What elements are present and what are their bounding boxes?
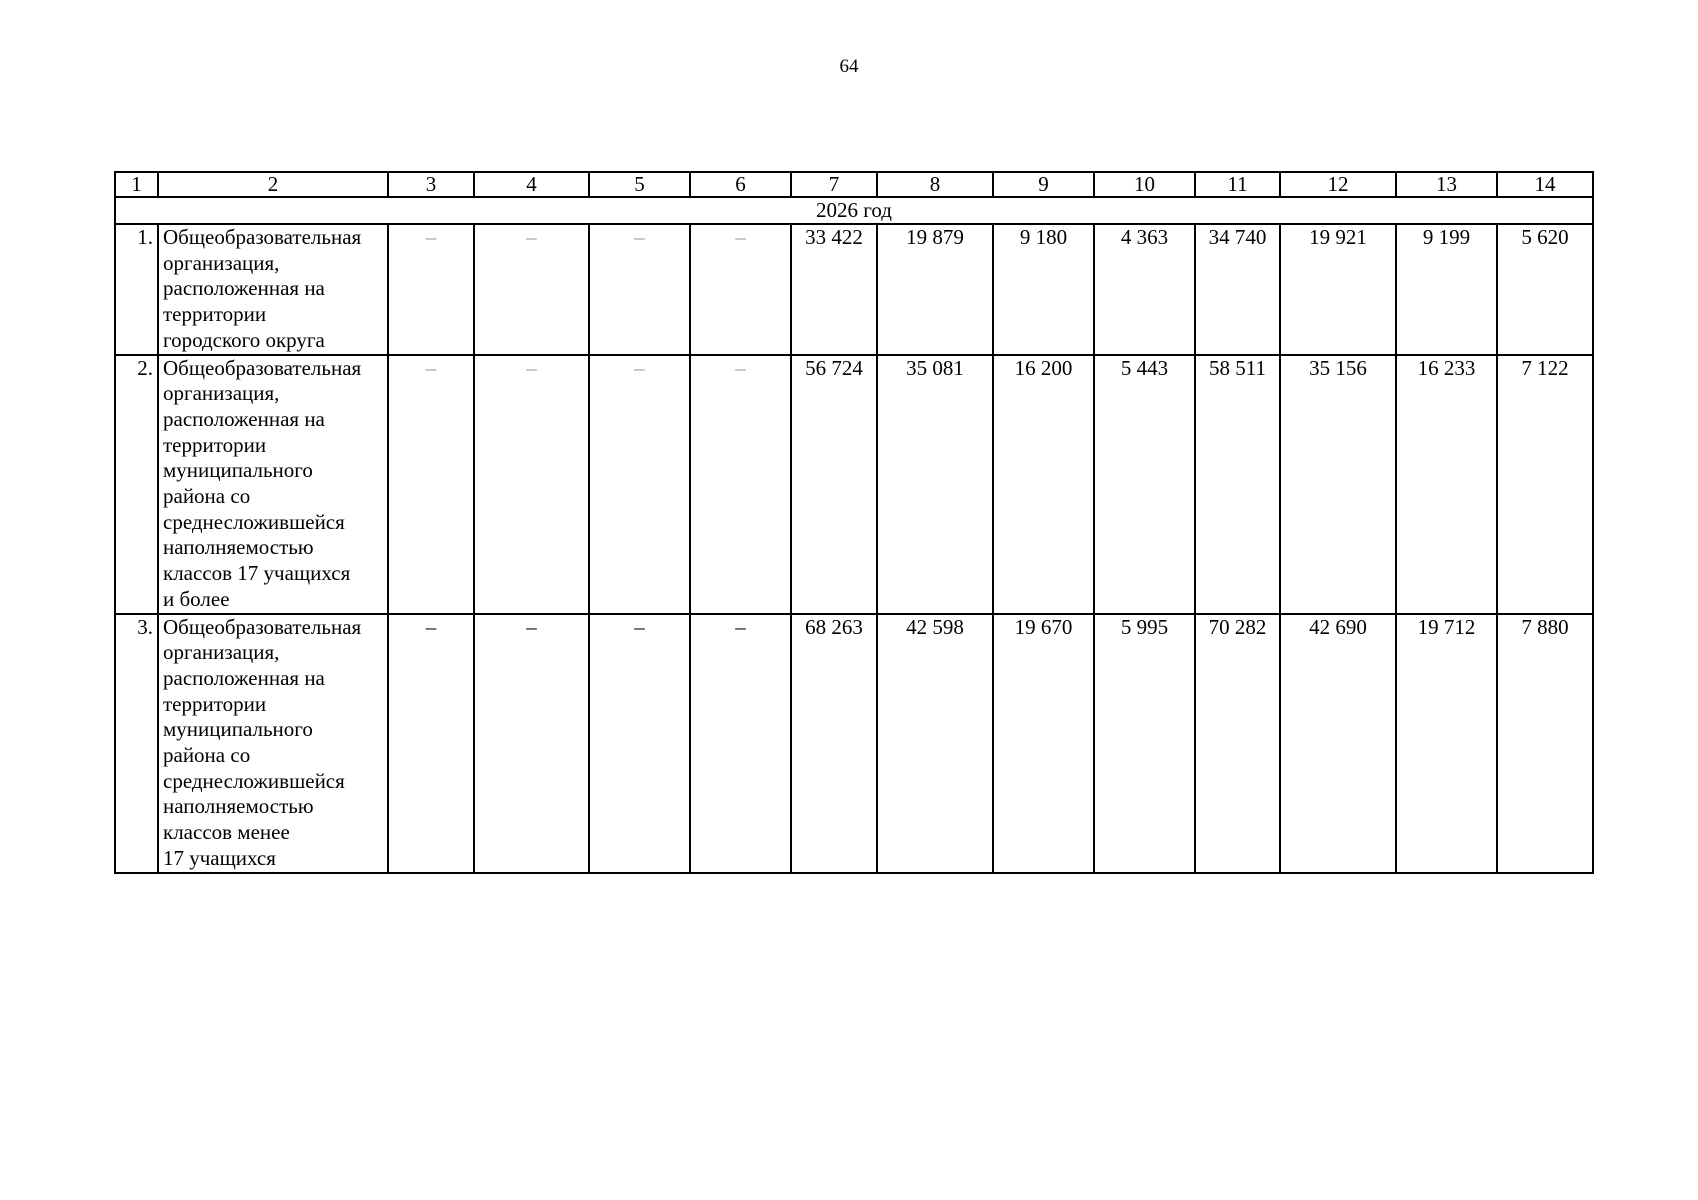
value-cell: 16 233 <box>1396 355 1497 614</box>
name-line: расположенная на <box>163 406 325 431</box>
column-number: 9 <box>993 172 1094 197</box>
column-number: 4 <box>474 172 589 197</box>
year-row <box>115 197 1593 224</box>
value-cell: 7 122 <box>1497 355 1593 614</box>
column-number: 7 <box>791 172 877 197</box>
value-cell: 19 921 <box>1280 224 1396 355</box>
row-index: 1. <box>115 224 158 355</box>
name-line: и более <box>163 586 230 611</box>
value-cell: 9 199 <box>1396 224 1497 355</box>
value-cell: 42 598 <box>877 614 993 873</box>
value-cell: 9 180 <box>993 224 1094 355</box>
name-line: расположенная на <box>163 665 325 690</box>
name-line: расположенная на <box>163 276 325 301</box>
empty-value: – <box>474 614 589 873</box>
value-cell: 19 712 <box>1396 614 1497 873</box>
name-line: территории <box>163 302 267 327</box>
column-number: 1 <box>115 172 158 197</box>
name-line: наполняемостью <box>163 794 314 819</box>
column-number: 8 <box>877 172 993 197</box>
empty-value: – <box>388 614 474 873</box>
value-cell: 42 690 <box>1280 614 1396 873</box>
empty-value: – <box>474 224 589 355</box>
value-cell: 16 200 <box>993 355 1094 614</box>
name-line: района со <box>163 484 251 509</box>
name-line: территории <box>163 691 267 716</box>
column-number: 3 <box>388 172 474 197</box>
table-row <box>115 614 1593 873</box>
name-line: организация, <box>163 381 280 406</box>
row-name <box>158 224 388 355</box>
value-cell: 5 995 <box>1094 614 1195 873</box>
column-number: 13 <box>1396 172 1497 197</box>
value-cell: 4 363 <box>1094 224 1195 355</box>
name-line: организация, <box>163 640 280 665</box>
value-cell: 5 443 <box>1094 355 1195 614</box>
value-cell: 7 880 <box>1497 614 1593 873</box>
name-line: территории <box>163 432 267 457</box>
row-index: 2. <box>115 355 158 614</box>
row-index: 3. <box>115 614 158 873</box>
name-line: района со <box>163 743 251 768</box>
value-cell: 68 263 <box>791 614 877 873</box>
value-cell: 33 422 <box>791 224 877 355</box>
value-cell: 56 724 <box>791 355 877 614</box>
column-number: 10 <box>1094 172 1195 197</box>
value-cell: 19 670 <box>993 614 1094 873</box>
name-line: классов менее <box>163 820 290 845</box>
row-name <box>158 614 388 873</box>
value-cell: 19 879 <box>877 224 993 355</box>
value-cell: 35 156 <box>1280 355 1396 614</box>
empty-value: – <box>589 224 690 355</box>
name-line: наполняемостью <box>163 535 314 560</box>
name-line: Общеобразовательная <box>163 355 362 380</box>
value-cell: 70 282 <box>1195 614 1280 873</box>
column-number: 5 <box>589 172 690 197</box>
empty-value: – <box>589 355 690 614</box>
empty-value: – <box>589 614 690 873</box>
column-number: 11 <box>1195 172 1280 197</box>
table-row <box>115 355 1593 614</box>
value-cell: 58 511 <box>1195 355 1280 614</box>
empty-value: – <box>388 355 474 614</box>
empty-value: – <box>690 614 791 873</box>
table-row <box>115 224 1593 355</box>
name-line: организация, <box>163 250 280 275</box>
year-label: 2026 год <box>115 197 1593 224</box>
name-line: Общеобразовательная <box>163 614 362 639</box>
column-number: 6 <box>690 172 791 197</box>
page-number: 64 <box>839 56 859 77</box>
empty-value: – <box>690 224 791 355</box>
name-line: муниципального <box>163 717 313 742</box>
name-line: Общеобразовательная <box>163 225 362 249</box>
name-line: 17 учащихся <box>163 845 276 870</box>
empty-value: – <box>474 355 589 614</box>
name-line: среднесложившейся <box>163 509 345 534</box>
column-number: 14 <box>1497 172 1593 197</box>
name-line: среднесложившейся <box>163 768 345 793</box>
column-number: 12 <box>1280 172 1396 197</box>
data-table <box>114 171 1594 874</box>
value-cell: 34 740 <box>1195 224 1280 355</box>
name-line: муниципального <box>163 458 313 483</box>
row-name <box>158 355 388 614</box>
name-line: городского округа <box>163 327 325 352</box>
empty-value: – <box>388 224 474 355</box>
value-cell: 5 620 <box>1497 224 1593 355</box>
name-line: классов 17 учащихся <box>163 561 351 586</box>
column-number-row <box>115 172 1593 197</box>
column-number: 2 <box>158 172 388 197</box>
value-cell: 35 081 <box>877 355 993 614</box>
empty-value: – <box>690 355 791 614</box>
